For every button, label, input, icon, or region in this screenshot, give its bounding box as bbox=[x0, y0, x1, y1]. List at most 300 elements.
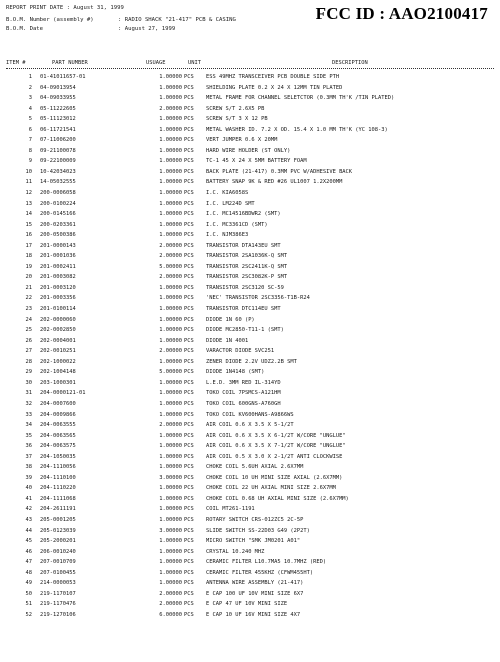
item-number: 51 bbox=[25, 601, 32, 608]
description: AIR COIL 0.6 X 3.5 X 6-1/2T W/CORE "UNGLUE" bbox=[206, 432, 346, 439]
item-number: 1 bbox=[28, 74, 32, 80]
description: TOKO COIL KV600HANS-A9866WS bbox=[206, 411, 294, 418]
table-row bbox=[0, 251, 500, 262]
description: VERT JUMPER 0.6 X 20MM bbox=[206, 137, 278, 144]
table-row bbox=[0, 262, 500, 273]
description: TC-1 45 X 24 X 5MM BATTERY FOAM bbox=[206, 158, 307, 165]
item-number: 9 bbox=[28, 158, 32, 165]
usage-value: 1.00000 bbox=[159, 337, 182, 344]
description: TRANSISTOR 2SC3082K-P SMT bbox=[206, 274, 288, 281]
usage-value: 1.00000 bbox=[159, 379, 182, 386]
description: CRYSTAL 10.240 MHZ bbox=[206, 548, 265, 555]
usage-value: 1.00000 bbox=[159, 74, 182, 80]
table-row bbox=[0, 125, 500, 136]
description: E CAP 47 UF 10V MINI SIZE bbox=[206, 601, 288, 608]
item-number: 14 bbox=[25, 211, 32, 218]
description: ANTENNA WIRE ASSEMBLY (21-417) bbox=[206, 580, 304, 587]
description: TRANSISTOR 2SC2411K-Q SMT bbox=[206, 263, 288, 270]
description: 'NEC' TRANSISTOR 2SC3356-T1B-R24 bbox=[206, 295, 310, 302]
table-row bbox=[0, 610, 500, 621]
bom-date-value: : August 27, 1999 bbox=[118, 26, 176, 32]
part-number: 09-21100078 bbox=[40, 147, 76, 154]
usage-value: 1.00000 bbox=[159, 569, 182, 576]
part-number: 202-0000060 bbox=[40, 316, 76, 323]
part-number: 04-09033955 bbox=[40, 95, 76, 102]
unit-value: PCS bbox=[184, 284, 194, 291]
item-number: 32 bbox=[25, 400, 32, 407]
item-number: 27 bbox=[25, 348, 32, 355]
item-number: 20 bbox=[25, 274, 32, 281]
item-number: 17 bbox=[25, 242, 32, 249]
item-number: 50 bbox=[25, 590, 32, 597]
usage-value: 2.00000 bbox=[159, 422, 182, 429]
part-number: 201-0000143 bbox=[40, 242, 76, 249]
item-number: 28 bbox=[25, 358, 32, 365]
part-number: 214-0000053 bbox=[40, 580, 76, 587]
description: TOKO COIL 7PSMCS-A121HM bbox=[206, 390, 281, 397]
bom-number-value: : RADIO SHACK "21-417" PCB & CASING bbox=[118, 17, 236, 23]
table-row bbox=[0, 325, 500, 336]
usage-value: 1.00000 bbox=[159, 179, 182, 186]
part-number: 204-0000121-01 bbox=[40, 390, 86, 397]
table-row bbox=[0, 599, 500, 610]
part-number: 200-0006058 bbox=[40, 190, 76, 197]
usage-value: 1.00000 bbox=[159, 559, 182, 566]
item-number: 45 bbox=[25, 538, 32, 545]
usage-value: 1.00000 bbox=[159, 358, 182, 365]
item-number: 12 bbox=[25, 190, 32, 197]
table-row bbox=[0, 315, 500, 326]
table-row bbox=[0, 378, 500, 389]
part-number: 200-0500386 bbox=[40, 232, 76, 239]
description: CERAMIC FILTER L10.7MA5 10.7MHZ (RED) bbox=[206, 559, 327, 566]
part-number: 204-0007600 bbox=[40, 400, 76, 407]
unit-value: PCS bbox=[184, 390, 194, 397]
item-number: 44 bbox=[25, 527, 32, 534]
unit-value: PCS bbox=[184, 337, 194, 344]
item-number: 21 bbox=[25, 284, 32, 291]
part-number: 201-0003120 bbox=[40, 284, 76, 291]
description: SLIDE SWITCH SS-22D03 G49 (2P2T) bbox=[206, 527, 310, 534]
table-row bbox=[0, 536, 500, 547]
usage-value: 1.00000 bbox=[159, 316, 182, 323]
unit-value: PCS bbox=[184, 168, 194, 175]
item-number: 47 bbox=[25, 559, 32, 566]
description: METAL WASHER ID. 7.2 X OD. 15.4 X 1.0 MM TH'K (YC 108-3) bbox=[206, 126, 388, 133]
description: METAL FRAME FOR CHANNEL SELETCTOR (0.3MM TH'K /TIN PLATED) bbox=[206, 95, 395, 102]
unit-value: PCS bbox=[184, 601, 194, 608]
part-number: 04-09013954 bbox=[40, 84, 76, 91]
part-number: 203-1000301 bbox=[40, 379, 76, 386]
description: E CAP 10 UF 16V MINI SIZE 4X7 bbox=[206, 611, 301, 618]
description: SCREW S/T 3 X 12 PB bbox=[206, 116, 268, 123]
part-number: 202-0002850 bbox=[40, 327, 76, 334]
usage-value: 1.00000 bbox=[159, 168, 182, 175]
description: TOKO COIL 600GNS-A760GH bbox=[206, 400, 281, 407]
usage-value: 1.00000 bbox=[159, 516, 182, 523]
unit-value: PCS bbox=[184, 327, 194, 334]
item-number: 37 bbox=[25, 453, 32, 460]
part-number: 200-0203361 bbox=[40, 221, 76, 228]
table-row bbox=[0, 589, 500, 600]
table-row bbox=[0, 441, 500, 452]
item-number: 34 bbox=[25, 422, 32, 429]
part-number: 201-0001036 bbox=[40, 253, 76, 260]
item-number: 23 bbox=[25, 306, 32, 313]
part-number: 202-1000022 bbox=[40, 358, 76, 365]
description: TRANSISTOR DTA143EU SMT bbox=[206, 242, 281, 249]
description: COIL MT261-1191 bbox=[206, 506, 255, 513]
part-number: 201-0003082 bbox=[40, 274, 76, 281]
description: TRANSISTOR 2SC3120 SC-59 bbox=[206, 284, 284, 291]
unit-value: PCS bbox=[184, 527, 194, 534]
usage-value: 1.00000 bbox=[159, 158, 182, 165]
table-row bbox=[0, 293, 500, 304]
column-header-row bbox=[0, 59, 500, 67]
unit-value: PCS bbox=[184, 495, 194, 502]
table-row bbox=[0, 104, 500, 115]
part-number: 204-1110220 bbox=[40, 485, 76, 492]
part-number: 219-1270106 bbox=[40, 611, 76, 618]
description: DIODE MC2850-T11-1 (SMT) bbox=[206, 327, 284, 334]
unit-value: PCS bbox=[184, 242, 194, 249]
part-number: 201-0002411 bbox=[40, 263, 76, 270]
unit-value: PCS bbox=[184, 559, 194, 566]
item-number: 4 bbox=[28, 105, 32, 112]
table-row bbox=[0, 410, 500, 421]
table-row bbox=[0, 241, 500, 252]
part-number: 10-42034023 bbox=[40, 168, 76, 175]
description: AIR COIL 0.5 X 3.0 X 2-1/2T ANTI CLOCKWISE bbox=[206, 453, 343, 460]
item-number: 30 bbox=[25, 379, 32, 386]
part-number: 204-2611191 bbox=[40, 506, 76, 513]
usage-value: 1.00000 bbox=[159, 464, 182, 471]
table-row bbox=[0, 578, 500, 589]
usage-value: 2.00000 bbox=[159, 601, 182, 608]
usage-value: 5.00000 bbox=[159, 263, 182, 270]
part-number: 200-0145166 bbox=[40, 211, 76, 218]
table-row bbox=[0, 114, 500, 125]
item-number: 42 bbox=[25, 506, 32, 513]
part-number: 201-0003356 bbox=[40, 295, 76, 302]
item-number: 22 bbox=[25, 295, 32, 302]
usage-value: 1.00000 bbox=[159, 495, 182, 502]
table-row bbox=[0, 515, 500, 526]
item-number: 46 bbox=[25, 548, 32, 555]
table-row bbox=[0, 483, 500, 494]
unit-value: PCS bbox=[184, 464, 194, 471]
unit-value: PCS bbox=[184, 569, 194, 576]
item-number: 49 bbox=[25, 580, 32, 587]
description: ESS 49MHZ TRANSCEIVER PCB DOUBLE SIDE PTH bbox=[206, 74, 340, 80]
unit-value: PCS bbox=[184, 400, 194, 407]
usage-value: 1.00000 bbox=[159, 400, 182, 407]
description: AIR COIL 0.6 X 3.5 X 7-1/2T W/CORE "UNGLUE" bbox=[206, 443, 346, 450]
table-row bbox=[0, 557, 500, 568]
unit-value: PCS bbox=[184, 411, 194, 418]
item-number: 39 bbox=[25, 474, 32, 481]
item-number: 10 bbox=[25, 168, 32, 175]
description: DIODE 1N 60 (P) bbox=[206, 316, 255, 323]
item-number: 43 bbox=[25, 516, 32, 523]
report-print-date: REPORT PRINT DATE : August 31, 1999 bbox=[6, 5, 124, 11]
item-number: 6 bbox=[28, 126, 32, 133]
col-usage-header: USUAGE bbox=[146, 60, 166, 66]
description: CHOKE COIL 5.6UH AXIAL 2.6X7MM bbox=[206, 464, 304, 471]
part-number: 202-0010251 bbox=[40, 348, 76, 355]
usage-value: 1.00000 bbox=[159, 116, 182, 123]
usage-value: 5.00000 bbox=[159, 369, 182, 376]
description: BATTERY SNAP 9K & RED #26 UL1007 1.2X200MM bbox=[206, 179, 343, 186]
part-number: 205-0123039 bbox=[40, 527, 76, 534]
part-number: 05-11123012 bbox=[40, 116, 76, 123]
unit-value: PCS bbox=[184, 137, 194, 144]
table-row bbox=[0, 547, 500, 558]
unit-value: PCS bbox=[184, 443, 194, 450]
description: HARD WIRE HOLDER (ST ONLY) bbox=[206, 147, 291, 154]
table-row bbox=[0, 526, 500, 537]
item-number: 18 bbox=[25, 253, 32, 260]
table-row bbox=[0, 399, 500, 410]
table-row bbox=[0, 452, 500, 463]
unit-value: PCS bbox=[184, 274, 194, 281]
table-row bbox=[0, 431, 500, 442]
part-number: 219-1170476 bbox=[40, 601, 76, 608]
item-number: 15 bbox=[25, 221, 32, 228]
unit-value: PCS bbox=[184, 211, 194, 218]
item-number: 40 bbox=[25, 485, 32, 492]
usage-value: 1.00000 bbox=[159, 390, 182, 397]
part-number: 219-1170107 bbox=[40, 590, 76, 597]
usage-value: 2.00000 bbox=[159, 105, 182, 112]
table-row bbox=[0, 220, 500, 231]
part-number: 202-0004001 bbox=[40, 337, 76, 344]
table-row bbox=[0, 93, 500, 104]
item-number: 16 bbox=[25, 232, 32, 239]
description: CHOKE COIL 10 UH MINI SIZE AXIAL (2.6X7MM) bbox=[206, 474, 343, 481]
table-row bbox=[0, 304, 500, 315]
part-number: 204-1110100 bbox=[40, 474, 76, 481]
description: I.C. NJM386E3 bbox=[206, 232, 249, 239]
usage-value: 1.00000 bbox=[159, 147, 182, 154]
fcc-id-stamp: FCC ID : AAO2100417 bbox=[315, 4, 488, 23]
bom-table-body bbox=[0, 72, 500, 620]
part-number: 204-1111068 bbox=[40, 495, 76, 502]
description: I.C. KIA6058S bbox=[206, 190, 249, 197]
unit-value: PCS bbox=[184, 116, 194, 123]
part-number: 204-0009866 bbox=[40, 411, 76, 418]
unit-value: PCS bbox=[184, 221, 194, 228]
unit-value: PCS bbox=[184, 95, 194, 102]
description: AIR COIL 0.6 X 3.5 X 5-1/2T bbox=[206, 422, 294, 429]
table-row bbox=[0, 473, 500, 484]
description: ROTARY SWITCH CRS-012ZC5 2C-5P bbox=[206, 516, 304, 523]
description: MICRO SWITCH "SMK JM0201 A01" bbox=[206, 538, 301, 545]
item-number: 35 bbox=[25, 432, 32, 439]
table-row bbox=[0, 494, 500, 505]
col-item-header: ITEM # bbox=[6, 60, 26, 66]
usage-value: 3.00000 bbox=[159, 474, 182, 481]
unit-value: PCS bbox=[184, 485, 194, 492]
unit-value: PCS bbox=[184, 538, 194, 545]
part-number: 204-1110056 bbox=[40, 464, 76, 471]
unit-value: PCS bbox=[184, 306, 194, 313]
item-number: 3 bbox=[28, 95, 32, 102]
usage-value: 1.00000 bbox=[159, 84, 182, 91]
table-row bbox=[0, 367, 500, 378]
unit-value: PCS bbox=[184, 200, 194, 207]
usage-value: 1.00000 bbox=[159, 548, 182, 555]
item-number: 5 bbox=[28, 116, 32, 123]
unit-value: PCS bbox=[184, 453, 194, 460]
description: TRANSISTOR 2SA1036K-Q SMT bbox=[206, 253, 288, 260]
table-row bbox=[0, 568, 500, 579]
table-row bbox=[0, 462, 500, 473]
unit-value: PCS bbox=[184, 105, 194, 112]
unit-value: PCS bbox=[184, 158, 194, 165]
description: TRANSISTOR DTC114EU SMT bbox=[206, 306, 281, 313]
header-divider bbox=[6, 68, 494, 69]
col-part-header: PART NUMBER bbox=[52, 60, 88, 66]
part-number: 200-0100224 bbox=[40, 200, 76, 207]
table-row bbox=[0, 209, 500, 220]
item-number: 38 bbox=[25, 464, 32, 471]
part-number: 14-05032555 bbox=[40, 179, 76, 186]
unit-value: PCS bbox=[184, 516, 194, 523]
description: ZENER DIODE 2.2V UDZ2.2B SMT bbox=[206, 358, 297, 365]
table-row bbox=[0, 230, 500, 241]
description: DIODE 1N 4001 bbox=[206, 337, 249, 344]
item-number: 2 bbox=[28, 84, 32, 91]
table-row bbox=[0, 83, 500, 94]
description: VARACTOR DIODE SVC251 bbox=[206, 348, 275, 355]
item-number: 29 bbox=[25, 369, 32, 376]
table-row bbox=[0, 188, 500, 199]
item-number: 26 bbox=[25, 337, 32, 344]
description: I.C. MC14516BDWR2 (SMT) bbox=[206, 211, 281, 218]
description: CHOKE COIL 0.68 UH AXIAL MINI SIZE (2.6X7MM) bbox=[206, 495, 349, 502]
table-row bbox=[0, 346, 500, 357]
usage-value: 1.00000 bbox=[159, 190, 182, 197]
usage-value: 1.00000 bbox=[159, 200, 182, 207]
col-description-header: DESCRIPTION bbox=[332, 60, 368, 66]
unit-value: PCS bbox=[184, 316, 194, 323]
part-number: 204-1050035 bbox=[40, 453, 76, 460]
unit-value: PCS bbox=[184, 422, 194, 429]
description: I.C. MC3361CD (SMT) bbox=[206, 221, 268, 228]
item-number: 24 bbox=[25, 316, 32, 323]
part-number: 09-22100009 bbox=[40, 158, 76, 165]
usage-value: 1.00000 bbox=[159, 295, 182, 302]
item-number: 8 bbox=[28, 147, 32, 154]
table-row bbox=[0, 199, 500, 210]
unit-value: PCS bbox=[184, 147, 194, 154]
part-number: 06-11721541 bbox=[40, 126, 76, 133]
item-number: 52 bbox=[25, 611, 32, 618]
usage-value: 6.00000 bbox=[159, 611, 182, 618]
table-row bbox=[0, 420, 500, 431]
item-number: 33 bbox=[25, 411, 32, 418]
item-number: 41 bbox=[25, 495, 32, 502]
unit-value: PCS bbox=[184, 474, 194, 481]
table-row bbox=[0, 272, 500, 283]
usage-value: 1.00000 bbox=[159, 306, 182, 313]
usage-value: 1.00000 bbox=[159, 506, 182, 513]
usage-value: 1.00000 bbox=[159, 211, 182, 218]
bom-date-label: B.O.M. Date bbox=[6, 26, 44, 32]
unit-value: PCS bbox=[184, 358, 194, 365]
unit-value: PCS bbox=[184, 126, 194, 133]
item-number: 48 bbox=[25, 569, 32, 576]
usage-value: 1.00000 bbox=[159, 126, 182, 133]
unit-value: PCS bbox=[184, 548, 194, 555]
part-number: 205-0001205 bbox=[40, 516, 76, 523]
description: BACK PLATE (21-417) 0.3MM PVC W/ADHESIVE BACK bbox=[206, 168, 353, 175]
part-number: 204-0063575 bbox=[40, 443, 76, 450]
usage-value: 1.00000 bbox=[159, 232, 182, 239]
usage-value: 1.00000 bbox=[159, 538, 182, 545]
description: SHIELDING PLATE 0.2 X 24 X 12MM TIN PLATED bbox=[206, 84, 343, 91]
item-number: 11 bbox=[25, 179, 32, 186]
table-row bbox=[0, 135, 500, 146]
description: I.C. LM224D SMT bbox=[206, 200, 255, 207]
part-number: 204-0063555 bbox=[40, 422, 76, 429]
description: SCREW S/T 2.6X5 PB bbox=[206, 105, 265, 112]
part-number: 204-0063565 bbox=[40, 432, 76, 439]
table-row bbox=[0, 283, 500, 294]
table-row bbox=[0, 146, 500, 157]
item-number: 25 bbox=[25, 327, 32, 334]
usage-value: 1.00000 bbox=[159, 411, 182, 418]
description: DIODE 1N4148 (SMT) bbox=[206, 369, 265, 376]
table-row bbox=[0, 167, 500, 178]
usage-value: 1.00000 bbox=[159, 453, 182, 460]
item-number: 36 bbox=[25, 443, 32, 450]
usage-value: 2.00000 bbox=[159, 590, 182, 597]
table-row bbox=[0, 177, 500, 188]
unit-value: PCS bbox=[184, 190, 194, 197]
item-number: 13 bbox=[25, 200, 32, 207]
usage-value: 1.00000 bbox=[159, 432, 182, 439]
table-row bbox=[0, 156, 500, 167]
unit-value: PCS bbox=[184, 611, 194, 618]
usage-value: 2.00000 bbox=[159, 348, 182, 355]
item-number: 7 bbox=[28, 137, 32, 144]
usage-value: 1.00000 bbox=[159, 284, 182, 291]
unit-value: PCS bbox=[184, 84, 194, 91]
unit-value: PCS bbox=[184, 432, 194, 439]
usage-value: 1.00000 bbox=[159, 137, 182, 144]
part-number: 07-11006200 bbox=[40, 137, 76, 144]
part-number: 207-0100455 bbox=[40, 569, 76, 576]
part-number: 01-41011657-01 bbox=[40, 74, 86, 80]
table-row bbox=[0, 72, 500, 83]
unit-value: PCS bbox=[184, 379, 194, 386]
usage-value: 1.00000 bbox=[159, 327, 182, 334]
description: L.E.D. 3MM RED IL-314YD bbox=[206, 379, 281, 386]
item-number: 31 bbox=[25, 390, 32, 397]
usage-value: 1.00000 bbox=[159, 485, 182, 492]
usage-value: 2.00000 bbox=[159, 253, 182, 260]
item-number: 19 bbox=[25, 263, 32, 270]
unit-value: PCS bbox=[184, 74, 194, 80]
unit-value: PCS bbox=[184, 253, 194, 260]
part-number: 205-2000201 bbox=[40, 538, 76, 545]
description: CERAMIC FILTER 455KHZ (CFWM455HT) bbox=[206, 569, 314, 576]
usage-value: 2.00000 bbox=[159, 242, 182, 249]
usage-value: 3.00000 bbox=[159, 527, 182, 534]
part-number: 206-0010240 bbox=[40, 548, 76, 555]
